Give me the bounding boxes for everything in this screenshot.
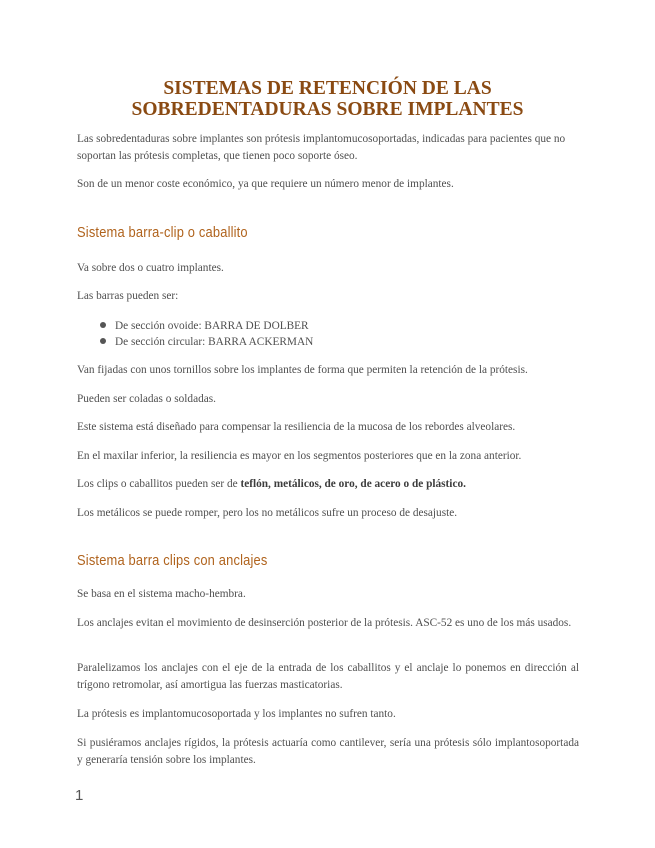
barra-types-list	[100, 318, 580, 350]
section1-paragraph-7	[77, 476, 579, 493]
intro-paragraph-2: Son de un menor coste económico, ya que requiere un número menor de implantes.	[77, 178, 454, 190]
section1-paragraph-2: Las barras pueden ser:	[77, 290, 179, 302]
bullet-icon	[100, 322, 106, 328]
section2-paragraph-5: Si pusiéramos anclajes rígidos, la prótesis actuaría como cantilever, sería una prótesis sólo implantosoportada y generaría tensión sobre los implantes.	[77, 737, 579, 766]
section2-paragraph-4: La prótesis es implantomucosoportada y los implantes no sufren tanto.	[77, 708, 396, 720]
section-heading-barra-anclajes: Sistema barra clips con anclajes	[77, 552, 268, 569]
clips-prefix-text: Los clips o caballitos pueden ser de	[77, 478, 241, 490]
document-title	[60, 78, 595, 120]
section2-paragraph-1: Se basa en el sistema macho-hembra.	[77, 588, 246, 600]
list-item-text: De sección ovoide: BARRA DE DOLBER	[115, 320, 309, 332]
section1-paragraph-3: Van fijadas con unos tornillos sobre los implantes de forma que permiten la retención de la prótesis.	[77, 364, 528, 376]
clips-materials-text: teflón, metálicos, de oro, de acero o de plástico.	[240, 478, 466, 490]
list-item-text: De sección circular: BARRA ACKERMAN	[115, 336, 314, 348]
section2-paragraph-3: Paralelizamos los anclajes con el eje de la entrada de los caballitos y el anclaje lo ponemos en dirección al trígono retromolar, así amortigua las fuerzas masticatorias.	[77, 662, 579, 691]
section1-paragraph-4: Pueden ser coladas o soldadas.	[77, 393, 216, 405]
section2-paragraph-2: Los anclajes evitan el movimiento de desinserción posterior de la prótesis. ASC-52 es uno de los más usados.	[77, 617, 572, 629]
list-item	[100, 334, 580, 350]
section1-paragraph-8: Los metálicos se puede romper, pero los no metálicos sufre un proceso de desajuste.	[77, 507, 458, 519]
section1-paragraph-5: Este sistema está diseñado para compensar la resiliencia de la mucosa de los rebordes alveolares.	[77, 421, 516, 433]
title-line-2: SOBREDENTADURAS SOBRE IMPLANTES	[131, 99, 524, 120]
section1-paragraph-1: Va sobre dos o cuatro implantes.	[77, 262, 224, 274]
page-number: 1	[75, 787, 84, 804]
section1-paragraph-6: En el maxilar inferior, la resiliencia es mayor en los segmentos posteriores que en la zona anterior.	[77, 450, 522, 462]
bullet-icon	[100, 338, 106, 344]
section-heading-barra-clip: Sistema barra-clip o caballito	[77, 224, 248, 241]
list-item	[100, 318, 580, 334]
title-line-1: SISTEMAS DE RETENCIÓN DE LAS	[163, 78, 492, 99]
intro-paragraph-1: Las sobredentaduras sobre implantes son prótesis implantomucosoportadas, indicadas para pacientes que no soportan las prótesis completas, que tienen poco soporte óseo.	[77, 133, 566, 162]
